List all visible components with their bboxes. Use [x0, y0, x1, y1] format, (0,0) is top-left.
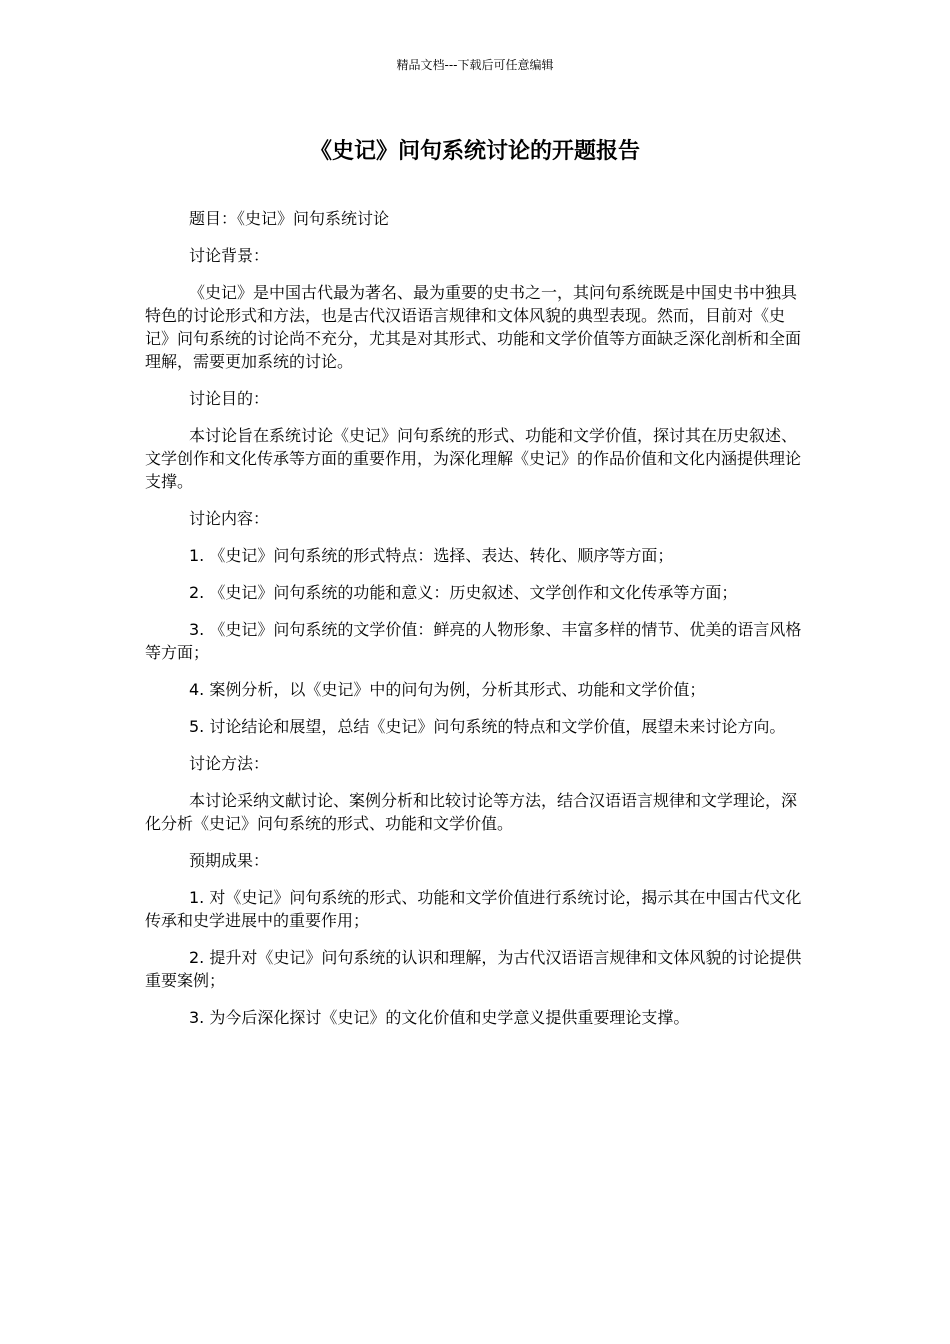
outcome-item: 2. 提升对《史记》问句系统的认识和理解，为古代汉语语言规律和文体风貌的讨论提供重要案例； — [145, 948, 802, 990]
section-heading-purpose: 讨论目的： — [189, 389, 270, 408]
background-paragraph: 《史记》是中国古代最为著名、最为重要的史书之一，其问句系统既是中国史书中独具特色的讨论形式和方法，也是古代汉语语言规律和文体风貌的典型表现。然而，目前对《史记》问句系统的讨论尚不充分，尤其是对其形式、功能和文学价值等方面缺乏深化剖析和全面理解，需要更加系统的讨论。 — [145, 283, 802, 371]
section-heading-background: 讨论背景： — [189, 246, 270, 265]
section-heading-content: 讨论内容： — [189, 509, 270, 528]
section-heading-outcomes: 预期成果： — [189, 851, 270, 870]
content-item: 4. 案例分析，以《史记》中的问句为例，分析其形式、功能和文学价值； — [189, 680, 706, 699]
method-paragraph: 本讨论采纳文献讨论、案例分析和比较讨论等方法，结合汉语语言规律和文学理论，深化分析《史记》问句系统的形式、功能和文学价值。 — [145, 791, 798, 833]
document-body — [145, 207, 805, 1043]
topic-line: 题目：《史记》问句系统讨论 — [189, 209, 390, 228]
outcome-item: 3. 为今后深化探讨《史记》的文化价值和史学意义提供重要理论支撑。 — [189, 1008, 690, 1027]
content-item: 1. 《史记》问句系统的形式特点：选择、表达、转化、顺序等方面； — [189, 546, 674, 565]
purpose-paragraph: 本讨论旨在系统讨论《史记》问句系统的形式、功能和文学价值，探讨其在历史叙述、文学创作和文化传承等方面的重要作用，为深化理解《史记》的作品价值和文化内涵提供理论支撑。 — [145, 426, 802, 491]
content-item: 2. 《史记》问句系统的功能和意义：历史叙述、文学创作和文化传承等方面； — [189, 583, 738, 602]
content-item: 5. 讨论结论和展望，总结《史记》问句系统的特点和文学价值，展望未来讨论方向。 — [189, 717, 786, 736]
outcome-item: 1. 对《史记》问句系统的形式、功能和文学价值进行系统讨论，揭示其在中国古代文化传承和史学进展中的重要作用； — [145, 888, 802, 930]
content-item: 3. 《史记》问句系统的文学价值：鲜亮的人物形象、丰富多样的情节、优美的语言风格等方面； — [145, 620, 802, 662]
document-title: 《史记》问句系统讨论的开题报告 — [309, 139, 640, 164]
section-heading-method: 讨论方法： — [189, 754, 270, 773]
page-header-note: 精品文档---下载后可任意编辑 — [396, 58, 554, 72]
